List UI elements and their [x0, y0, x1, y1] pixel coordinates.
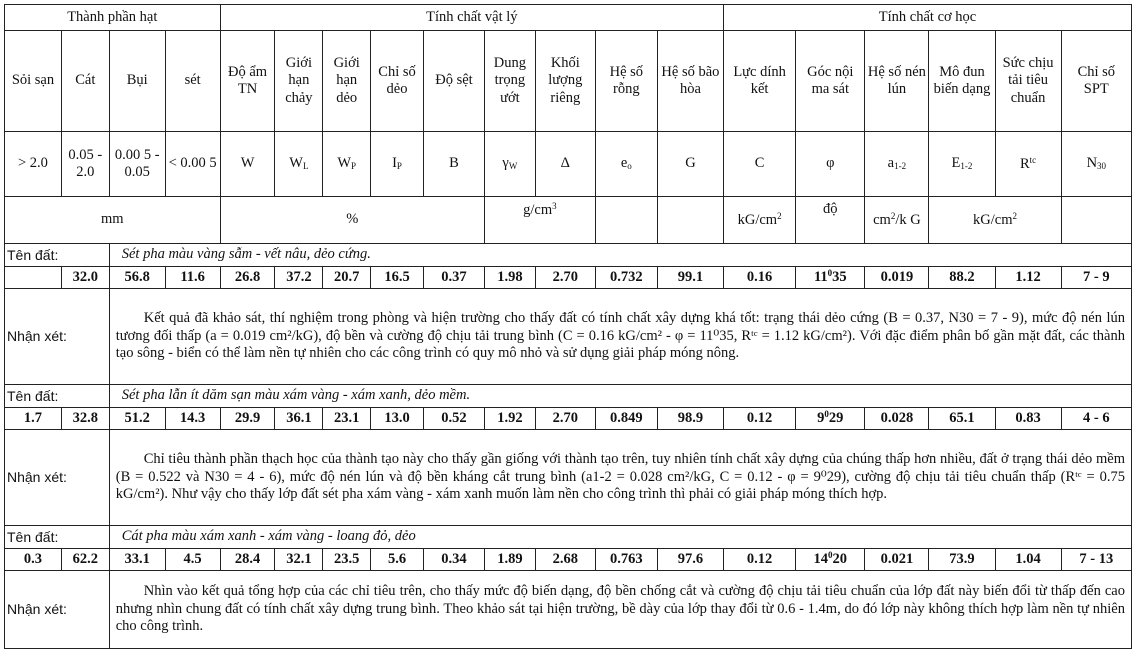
remark-text: Kết quả đã khảo sát, thí nghiệm trong phòng và hiện trường cho thấy đất có tính chất xây dựng khá tốt: trạng thái dẻo cứng (B = 0.37, N30 = 7 - 9), mức độ nén lún tương đối thấp (a = 0.019 cm²/kG), độ bền và cường độ chịu tải trung bình (C = 0.16 kG/cm² - φ = 11⁰35, Rᵗᶜ = 1.12 kG/cm²). Với đặc điểm phân bố gần mặt đất, các thành tạo sông - biển có thể làm nền tự nhiên cho các công trình có quy mô nhỏ và sử dụng giải pháp móng nông. [109, 289, 1131, 385]
value-cell: 23.5 [323, 549, 371, 571]
column-symbol: Δ [535, 132, 595, 197]
value-cell: 14.3 [165, 408, 220, 430]
unit-cohesion: $kG/cm^2$ [724, 197, 796, 244]
value-cell: 28.4 [220, 549, 275, 571]
header-group-physical: Tính chất vật lý [220, 5, 723, 31]
unit-empty-spt [1061, 197, 1131, 244]
value-cell: 88.2 [929, 267, 995, 289]
value-cell: 11.6 [165, 267, 220, 289]
value-cell: 2.68 [535, 549, 595, 571]
column-name: Độ sệt [423, 31, 484, 132]
column-symbol: > 2.0 [5, 132, 62, 197]
friction-angle-cell: $11^035$ [796, 267, 865, 289]
column-symbol: G [657, 132, 723, 197]
symbol-base: E [951, 155, 961, 172]
column-symbol: W [220, 132, 275, 197]
value-cell: 73.9 [929, 549, 995, 571]
value-cell: 56.8 [109, 267, 165, 289]
value-cell: 36.1 [275, 408, 323, 430]
unit-empty-void [595, 197, 657, 244]
symbol-base: W [289, 155, 303, 172]
value-cell: 0.12 [724, 549, 796, 571]
value-cell: 29.9 [220, 408, 275, 430]
column-name: Chỉ số dẻo [371, 31, 424, 132]
value-cell: 0.37 [423, 267, 484, 289]
column-name: Giới hạn dẻo [323, 31, 371, 132]
value-cell: 37.2 [275, 267, 323, 289]
symbol-base: R [1019, 155, 1030, 172]
value-cell: 1.89 [484, 549, 535, 571]
value-cell: 1.7 [5, 408, 62, 430]
column-name: Cát [61, 31, 109, 132]
value-cell: 2.70 [535, 408, 595, 430]
column-symbol [595, 132, 657, 197]
symbol-index: o [627, 161, 632, 172]
value-cell: 1.92 [484, 408, 535, 430]
symbol-index: 30 [1097, 161, 1107, 172]
unit-stress: $kG/cm^2$ [929, 197, 1061, 244]
friction-angle-cell: $9^029$ [796, 408, 865, 430]
column-name: Giới hạn chảy [275, 31, 323, 132]
unit-percent: % [220, 197, 484, 244]
symbol-index: P [351, 161, 357, 172]
value-cell: 33.1 [109, 549, 165, 571]
soil-name: Sét pha màu vàng sẫm - vết nâu, dẻo cứng. [109, 244, 1131, 267]
value-cell: 23.1 [323, 408, 371, 430]
value-cell: 26.8 [220, 267, 275, 289]
column-name: Hệ số rỗng [595, 31, 657, 132]
value-cell: 99.1 [657, 267, 723, 289]
unit-mm: mm [5, 197, 221, 244]
value-cell: 97.6 [657, 549, 723, 571]
soil-name-label: Tên đất: [5, 526, 110, 549]
column-symbol [323, 132, 371, 197]
column-name: Lực dính kết [724, 31, 796, 132]
value-cell: 13.0 [371, 408, 424, 430]
value-cell: 5.6 [371, 549, 424, 571]
value-cell: 7 - 9 [1061, 267, 1131, 289]
symbol-index: 1-2 [894, 161, 907, 172]
column-symbol: B [423, 132, 484, 197]
column-name: Mô đun biến dạng [929, 31, 995, 132]
value-cell: 0.3 [5, 549, 62, 571]
column-symbol: 0.05 - 2.0 [61, 132, 109, 197]
remark-text: Chỉ tiêu thành phần thạch học của thành tạo này cho thấy gần giống với thành tạo trên, tuy nhiên tính chất xây dựng của chúng thấp hơn nhiều, đất ở trạng thái dẻo mềm (B = 0.522 và N30 = 4 - 6), mức độ nén lún và độ bền kháng cắt trung bình (a1-2 = 0.028 cm²/kG, C = 0.12 - φ = 9⁰29), cường độ chịu tải tiêu chuẩn thấp (Rᵗᶜ = 0.75 kG/cm²). Như vậy cho thấy lớp đất sét pha xám vàng - xám xanh muốn làm nền cho công trình thì phải có giải pháp móng thích hợp. [109, 430, 1131, 526]
column-name: Dung trọng ướt [484, 31, 535, 132]
unit-density: $g/cm^3$ [484, 197, 595, 244]
column-name: Góc nội ma sát [796, 31, 865, 132]
value-cell [5, 267, 62, 289]
value-cell: 1.04 [995, 549, 1061, 571]
value-cell: 32.1 [275, 549, 323, 571]
column-symbol [484, 132, 535, 197]
value-cell: 0.849 [595, 408, 657, 430]
soil-name-label: Tên đất: [5, 385, 110, 408]
symbol-base: e [620, 155, 628, 172]
soil-name: Sét pha lẫn ít dăm sạn màu xám vàng - xám xanh, dẻo mềm. [109, 385, 1131, 408]
value-cell: 20.7 [323, 267, 371, 289]
symbol-base: N [1086, 155, 1098, 172]
column-symbol [929, 132, 995, 197]
column-name: sét [165, 31, 220, 132]
value-cell: 62.2 [61, 549, 109, 571]
column-name: Chỉ số SPT [1061, 31, 1131, 132]
soil-name: Cát pha màu xám xanh - xám vàng - loang đỏ, dẻo [109, 526, 1131, 549]
column-symbol: C [724, 132, 796, 197]
remark-text: Nhìn vào kết quả tổng hợp của các chỉ tiêu trên, cho thấy mức độ biến dạng, độ bền chống cắt và cường độ chịu tải tiêu chuẩn của lớp đất này biến đổi từ thấp đến cao nhưng nhìn chung đất có tính chất xây dựng trung bình. Theo khảo sát tại hiện trường, bề dày của lớp thay đổi từ 0.6 - 1.4m, do đó lớp này không thích hợp làm nền tự nhiên cho công trình. [109, 571, 1131, 649]
column-symbol: 0.00 5 - 0.05 [109, 132, 165, 197]
remark-label: Nhận xét: [5, 571, 110, 649]
value-cell: 4.5 [165, 549, 220, 571]
column-name: Bụi [109, 31, 165, 132]
column-symbol [1061, 132, 1131, 197]
friction-angle-cell: $14^020$ [796, 549, 865, 571]
symbol-index: tc [1029, 154, 1037, 165]
value-cell: 51.2 [109, 408, 165, 430]
value-cell: 0.763 [595, 549, 657, 571]
soil-name-label: Tên đất: [5, 244, 110, 267]
value-cell: 0.019 [865, 267, 929, 289]
value-cell: 0.028 [865, 408, 929, 430]
column-symbol [865, 132, 929, 197]
symbol-base: a [887, 155, 895, 172]
value-cell: 32.0 [61, 267, 109, 289]
column-name: Sức chịu tải tiêu chuẩn [995, 31, 1061, 132]
remark-label: Nhận xét: [5, 430, 110, 526]
column-name: Sỏi sạn [5, 31, 62, 132]
soil-properties-table [4, 4, 1132, 649]
header-group-particle: Thành phần hạt [5, 5, 221, 31]
value-cell: 0.83 [995, 408, 1061, 430]
symbol-index: L [302, 161, 309, 172]
symbol-base: W [337, 155, 352, 172]
value-cell: 0.021 [865, 549, 929, 571]
symbol-index: 1-2 [960, 161, 973, 172]
column-symbol [995, 132, 1061, 197]
value-cell: 65.1 [929, 408, 995, 430]
value-cell: 0.34 [423, 549, 484, 571]
value-cell: 16.5 [371, 267, 424, 289]
column-name: Độ ẩm TN [220, 31, 275, 132]
value-cell: 98.9 [657, 408, 723, 430]
value-cell: 0.52 [423, 408, 484, 430]
value-cell: 4 - 6 [1061, 408, 1131, 430]
symbol-index: W [508, 161, 518, 172]
header-group-mechanical: Tính chất cơ học [724, 5, 1132, 31]
value-cell: 0.16 [724, 267, 796, 289]
unit-angle: độ [796, 197, 865, 244]
column-symbol: φ [796, 132, 865, 197]
value-cell: 2.70 [535, 267, 595, 289]
unit-empty-saturation [657, 197, 723, 244]
value-cell: 0.12 [724, 408, 796, 430]
value-cell: 0.732 [595, 267, 657, 289]
symbol-base: I [392, 155, 397, 172]
value-cell: 32.8 [61, 408, 109, 430]
column-name: Hệ số bão hòa [657, 31, 723, 132]
unit-compress: $cm^2/k$ G [865, 197, 929, 244]
value-cell: 1.98 [484, 267, 535, 289]
column-symbol [371, 132, 424, 197]
column-symbol [275, 132, 323, 197]
symbol-base: γ [502, 155, 509, 172]
column-symbol: < 0.00 5 [165, 132, 220, 197]
value-cell: 7 - 13 [1061, 549, 1131, 571]
remark-label: Nhận xét: [5, 289, 110, 385]
symbol-index: P [396, 161, 402, 172]
value-cell: 1.12 [995, 267, 1061, 289]
column-name: Hệ số nén lún [865, 31, 929, 132]
column-name: Khối lượng riêng [535, 31, 595, 132]
